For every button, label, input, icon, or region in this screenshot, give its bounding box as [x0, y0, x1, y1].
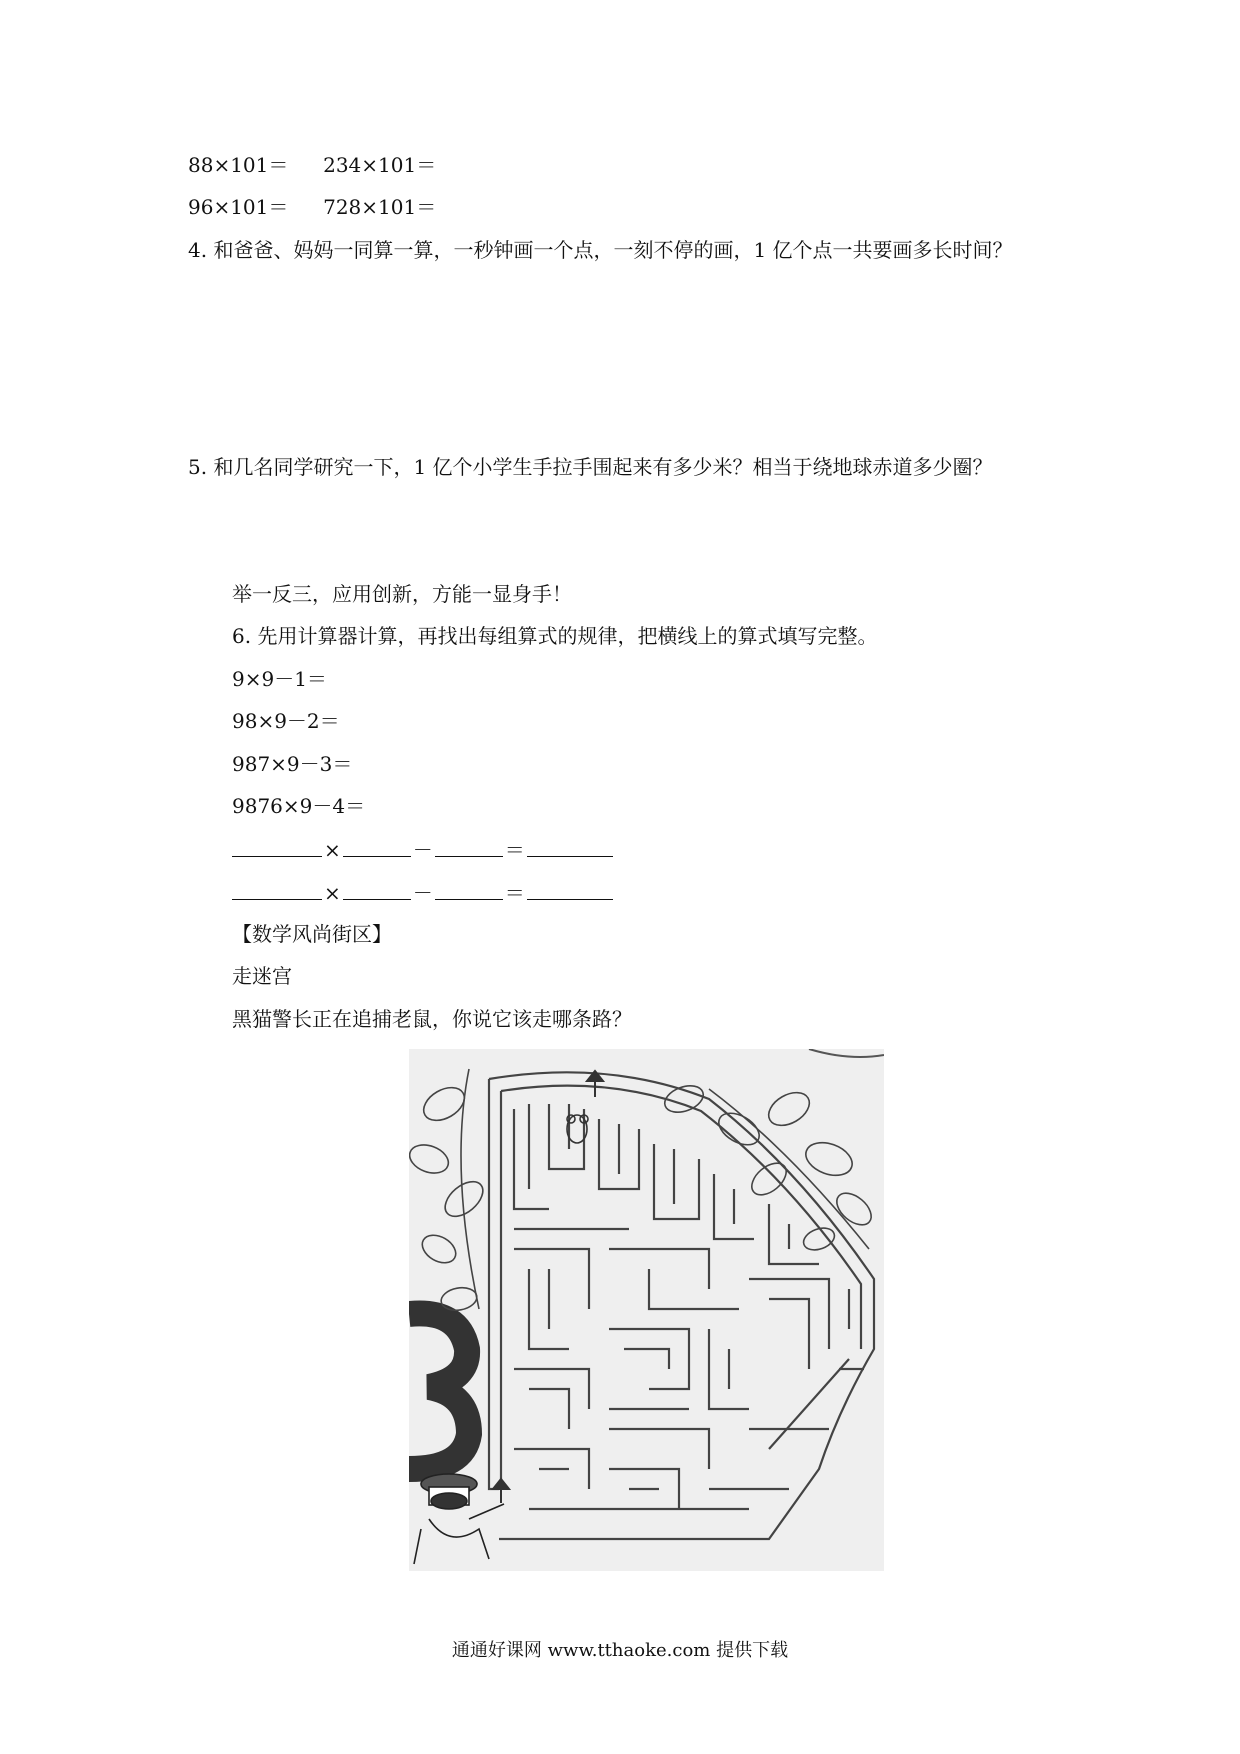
blank-multiplier[interactable] — [343, 877, 411, 900]
equals-sign: ＝ — [504, 838, 525, 862]
blank-equation-1 — [232, 834, 613, 864]
equation-row-1 — [188, 151, 436, 179]
equation-234x101: 234×101＝ — [323, 153, 437, 177]
blank-result[interactable] — [527, 834, 613, 857]
equation-98x9: 98×9－2＝ — [232, 709, 340, 733]
blank-equation-2 — [232, 877, 613, 907]
maze-drawing — [409, 1049, 884, 1571]
times-sign: × — [324, 881, 341, 905]
blank-subtrahend[interactable] — [435, 877, 503, 900]
blank-multiplicand[interactable] — [232, 877, 322, 900]
corner-title: 【数学风尚街区】 — [232, 922, 392, 946]
equation-9x9: 9×9－1＝ — [232, 667, 327, 691]
problem-4: 4. 和爸爸、妈妈一同算一算，一秒钟画一个点，一刻不停的画，1 亿个点一共要画多长时间？ — [188, 238, 1013, 262]
blank-subtrahend[interactable] — [435, 834, 503, 857]
equation-96x101: 96×101＝ — [188, 195, 289, 219]
equation-9876x9: 9876×9－4＝ — [232, 794, 366, 818]
blank-result[interactable] — [527, 877, 613, 900]
equation-987x9: 987×9－3＝ — [232, 752, 353, 776]
blank-multiplier[interactable] — [343, 834, 411, 857]
times-sign: × — [324, 838, 341, 862]
maze-title: 走迷宫 — [232, 964, 292, 988]
equals-sign: ＝ — [504, 881, 525, 905]
equation-728x101: 728×101＝ — [323, 195, 437, 219]
equation-row-2 — [188, 193, 436, 221]
maze-illustration — [409, 1049, 884, 1571]
problem-6-intro: 6. 先用计算器计算，再找出每组算式的规律，把横线上的算式填写完整。 — [232, 624, 878, 648]
maze-question: 黑猫警长正在追捕老鼠，你说它该走哪条路？ — [232, 1007, 632, 1031]
minus-sign: － — [412, 881, 433, 905]
blank-multiplicand[interactable] — [232, 834, 322, 857]
page-footer: 通通好课网 www.tthaoke.com 提供下载 — [451, 1640, 789, 1661]
minus-sign: － — [412, 838, 433, 862]
equation-88x101: 88×101＝ — [188, 153, 289, 177]
section-motto: 举一反三，应用创新，方能一显身手！ — [232, 582, 572, 606]
problem-5: 5. 和几名同学研究一下，1 亿个小学生手拉手围起来有多少米？相当于绕地球赤道多少圈？ — [188, 455, 993, 479]
